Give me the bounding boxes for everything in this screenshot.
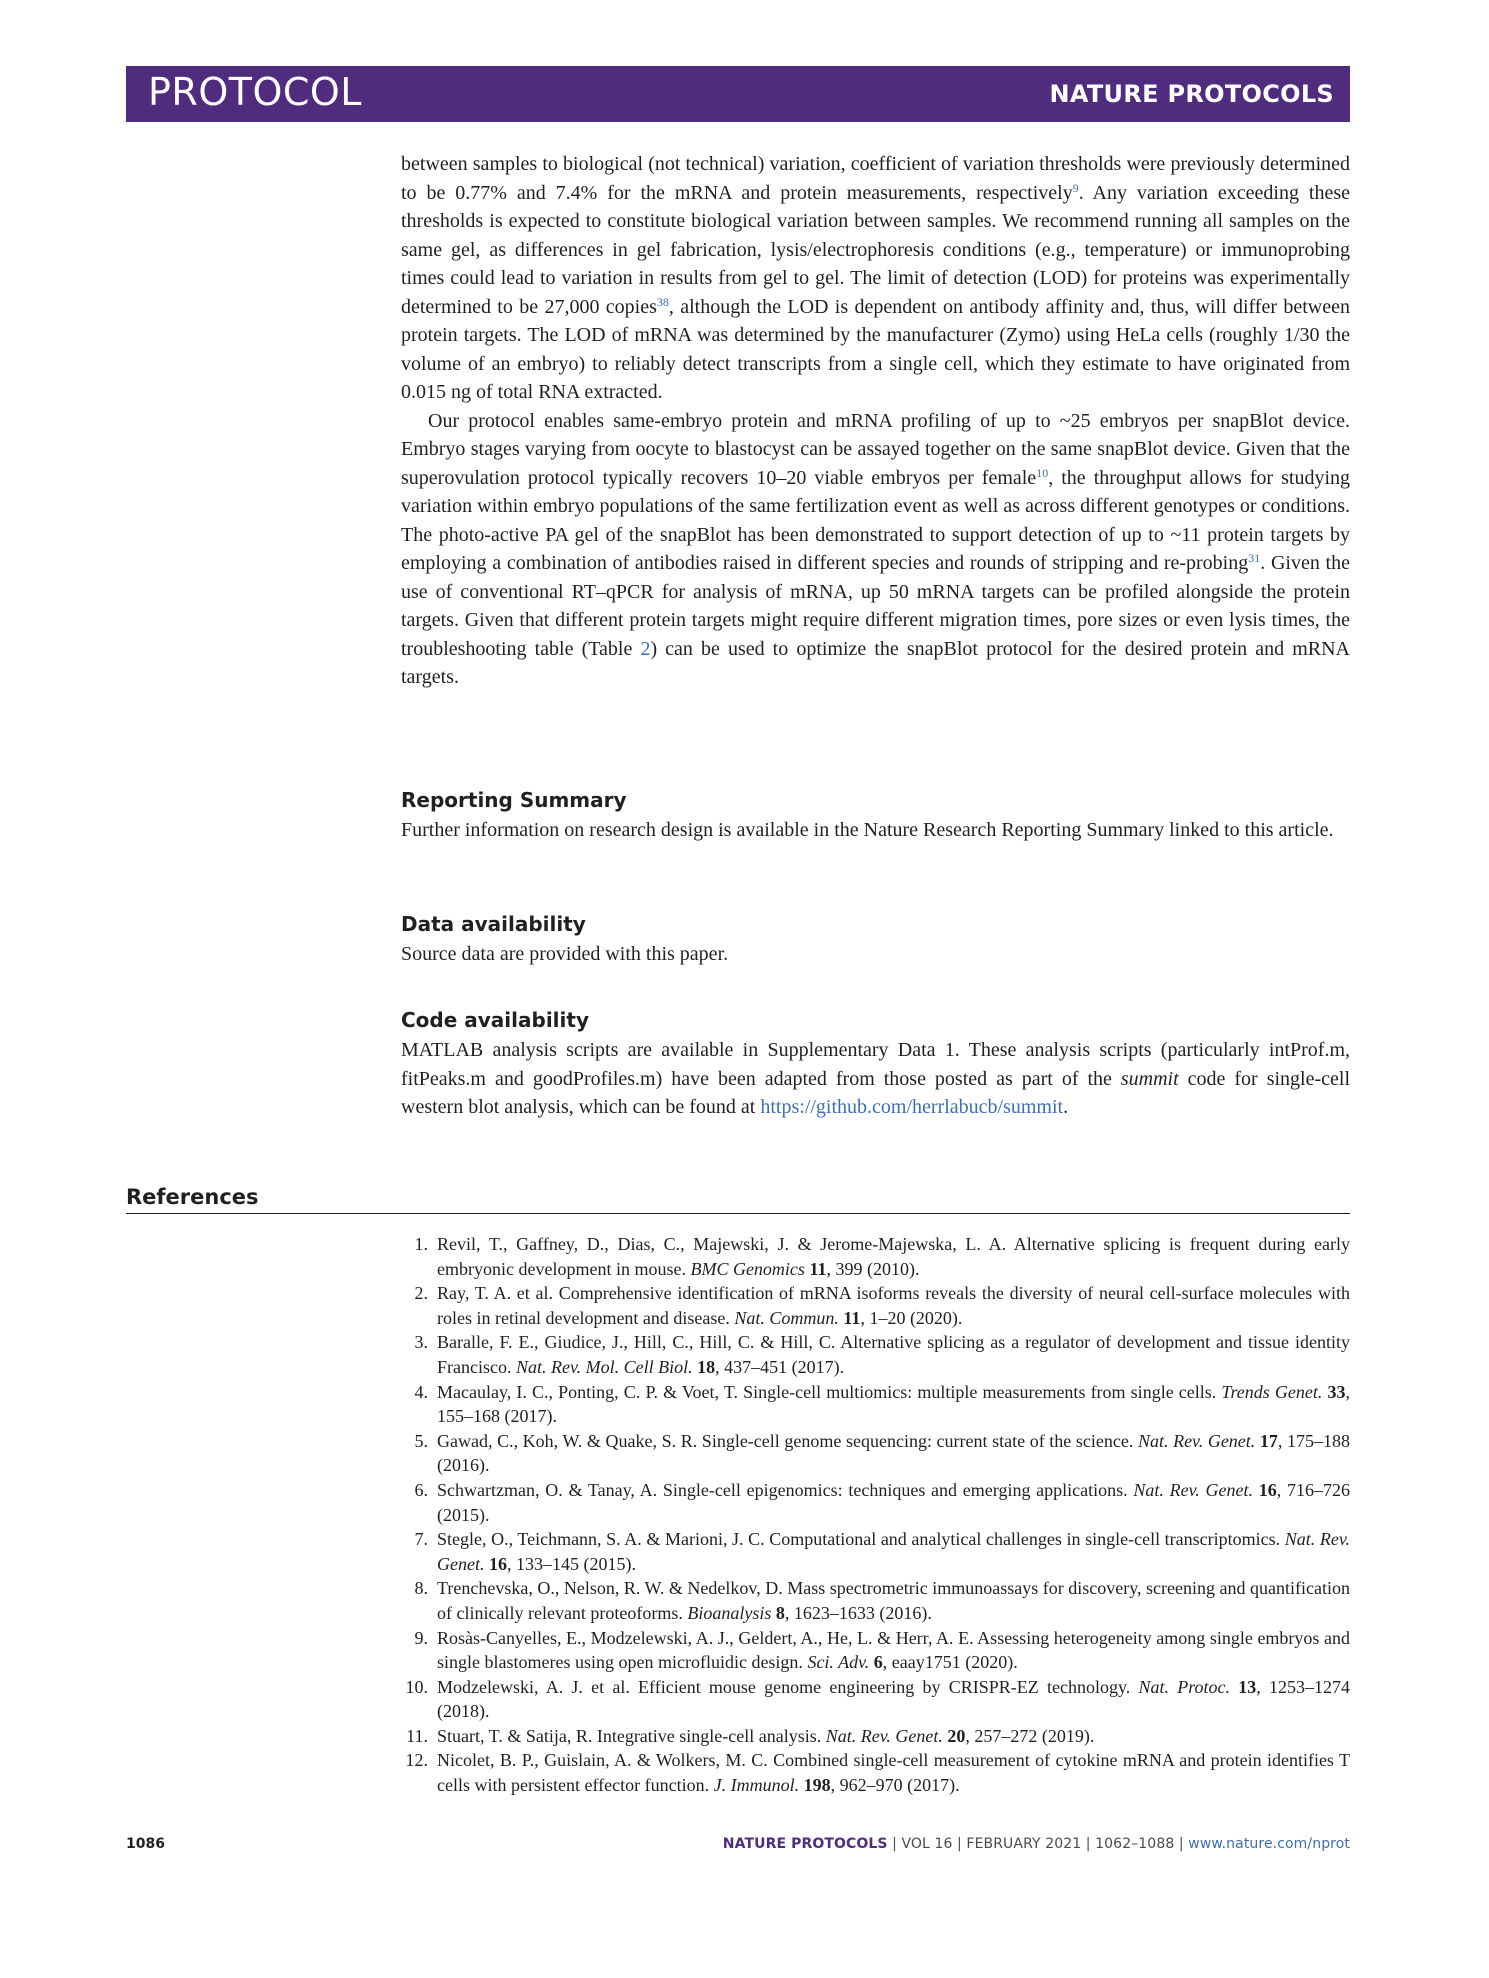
reference-item: 2. Ray, T. A. et al. Comprehensive identification of mRNA isoforms reveals the diversity of neural cell-surface molecules with roles in retinal development and disease. Nat. Commun. 11, 1–20 (2020). (414, 1283, 1350, 1328)
footer-url-link[interactable]: www.nature.com/nprot (1188, 1836, 1350, 1852)
reporting-summary-section (401, 786, 1350, 845)
footer-citation: NATURE PROTOCOLS | VOL 16 | FEBRUARY 2021 | 1062–1088 | www.nature.com/nprot (722, 1836, 1350, 1852)
section-label: PROTOCOL (148, 70, 362, 114)
references-heading: References (126, 1185, 259, 1209)
citation-link[interactable]: 9 (1072, 180, 1079, 195)
reference-item: 4. Macaulay, I. C., Ponting, C. P. & Voet, T. Single-cell multiomics: multiple measurements from single cells. Trends Genet. 33, 155–168 (2017). (414, 1381, 1350, 1427)
code-availability-text: MATLAB analysis scripts are available in Supplementary Data 1. These analysis scripts (particularly intProf.m, fitPeaks.m and goodProfiles.m) have been adapted from those posted as part of the summit code for single-cell western blot analysis, which can be found at https://github.com/herrlabucb/summit. (401, 1039, 1351, 1118)
reference-item: 9. Rosàs-Canyelles, E., Modzelewski, A. J., Geldert, A., He, L. & Herr, A. E. Assessing heterogeneity among single embryos and single blastomeres using open microfluidic design. Sci. Adv. 6, eaay1751 (2020). (414, 1627, 1350, 1673)
journal-label: NATURE PROTOCOLS (1049, 80, 1334, 108)
reporting-summary-heading: Reporting Summary (401, 788, 627, 812)
header-banner (126, 66, 1350, 122)
paragraph-throughput: Our protocol enables same-embryo protein and mRNA profiling of up to ~25 embryos per snapBlot device. Embryo stages varying from oocyte to blastocyst can be assayed together on the same snapBlot device. Given that the superovulation protocol typically recovers 10–20 viable embryos per female$^{10}$, the throughput allows for studying variation within embryo populations of the same fertilization event as well as across different genotypes or conditions. The photo-active PA gel of the snapBlot has been demonstrated to support detection of up to ~11 protein targets by employing a combination of antibodies raised in different species and rounds of stripping and re-probing$^{31}$. Given the use of conventional RT–qPCR for analysis of mRNA, up 50 mRNA targets can be profiled alongside the protein targets. Given that different protein targets might require different migration times, pore sizes or even lysis times, the troubleshooting table (Table 2) can be used to optimize the snapBlot protocol for the desired protein and mRNA targets. (401, 409, 1350, 688)
citation-link[interactable]: 38 (656, 294, 669, 309)
code-availability-heading: Code availability (401, 1008, 589, 1032)
data-availability-section (401, 910, 1350, 969)
reference-item: 10. Modzelewski, A. J. et al. Efficient mouse genome engineering by CRISPR-EZ technology. Nat. Protoc. 13, 1253–1274 (2018). (405, 1676, 1350, 1722)
reference-item: 8. Trenchevska, O., Nelson, R. W. & Nedelkov, D. Mass spectrometric immunoassays for discovery, screening and quantification of clinically relevant proteoforms. Bioanalysis 8, 1623–1633 (2016). (414, 1578, 1350, 1623)
reference-item: 12. Nicolet, B. P., Guislain, A. & Wolkers, M. C. Combined single-cell measurement of cytokine mRNA and protein identifies T cells with persistent effector function. J. Immunol. 198, 962–970 (2017). (405, 1750, 1350, 1796)
reference-item: 1. Revil, T., Gaffney, D., Dias, C., Majewski, J. & Jerome-Majewska, L. A. Alternative splicing is frequent during early embryonic development in mouse. BMC Genomics 11, 399 (2010). (414, 1234, 1350, 1279)
citation-link[interactable]: 31 (1248, 551, 1261, 565)
footer-journal: NATURE PROTOCOLS (722, 1836, 888, 1852)
citation-link[interactable]: 10 (1036, 465, 1049, 480)
reference-item: 7. Stegle, O., Teichmann, S. A. & Marioni, J. C. Computational and analytical challenges in single-cell transcriptomics. Nat. Rev. Genet. 16, 133–145 (2015). (414, 1529, 1350, 1574)
reference-item: 5. Gawad, C., Koh, W. & Quake, S. R. Single-cell genome sequencing: current state of the science. Nat. Rev. Genet. 17, 175–188 (2016). (414, 1430, 1351, 1476)
code-availability-section (401, 1006, 1350, 1122)
references-divider (126, 1213, 1350, 1214)
reporting-summary-text: Further information on research design is available in the Nature Research Reporting Summary linked to this article. (401, 819, 1334, 841)
table-link[interactable]: 2 (640, 637, 651, 660)
reference-item: 11. Stuart, T. & Satija, R. Integrative single-cell analysis. Nat. Rev. Genet. 20, 257–272 (2019). (406, 1725, 1095, 1746)
page-number: 1086 (126, 1836, 165, 1852)
data-availability-text: Source data are provided with this paper. (401, 943, 729, 965)
paragraph-limitations: between samples to biological (not technical) variation, coefficient of variation thresholds were previously determined to be 0.77% and 7.4% for the mRNA and protein measurements, respectively$^9$. Any variation exceeding these thresholds is expected to constitute biological variation between samples. We recommend running all samples on the same gel, as differences in gel fabrication, lysis/electrophoresis conditions (e.g., temperature) or immunoprobing times could lead to variation in results from gel to gel. The limit of detection (LOD) for proteins was experimentally determined to be 27,000 copies$^{38}$, although the LOD is dependent on antibody affinity and, thus, will differ between protein targets. The LOD of mRNA was determined by the manufacturer (Zymo) using HeLa cells (roughly 1/30 the volume of an embryo) to reliably detect transcripts from a single cell, which they estimate to have originated from 0.015 ng of total RNA extracted. (401, 153, 1350, 403)
main-text (401, 150, 1350, 692)
data-availability-heading: Data availability (401, 912, 586, 936)
reference-item: 3. Baralle, F. E., Giudice, J., Hill, C., Hill, C. & Hill, C. Alternative splicing as a regulator of development and tissue identity Francisco. Nat. Rev. Mol. Cell Biol. 18, 437–451 (2017). (414, 1332, 1350, 1377)
github-link[interactable]: https://github.com/herrlabucb/summit (760, 1096, 1064, 1118)
references-list (400, 1232, 1350, 1798)
reference-item: 6. Schwartzman, O. & Tanay, A. Single-cell epigenomics: techniques and emerging applications. Nat. Rev. Genet. 16, 716–726 (2015). (414, 1479, 1351, 1525)
